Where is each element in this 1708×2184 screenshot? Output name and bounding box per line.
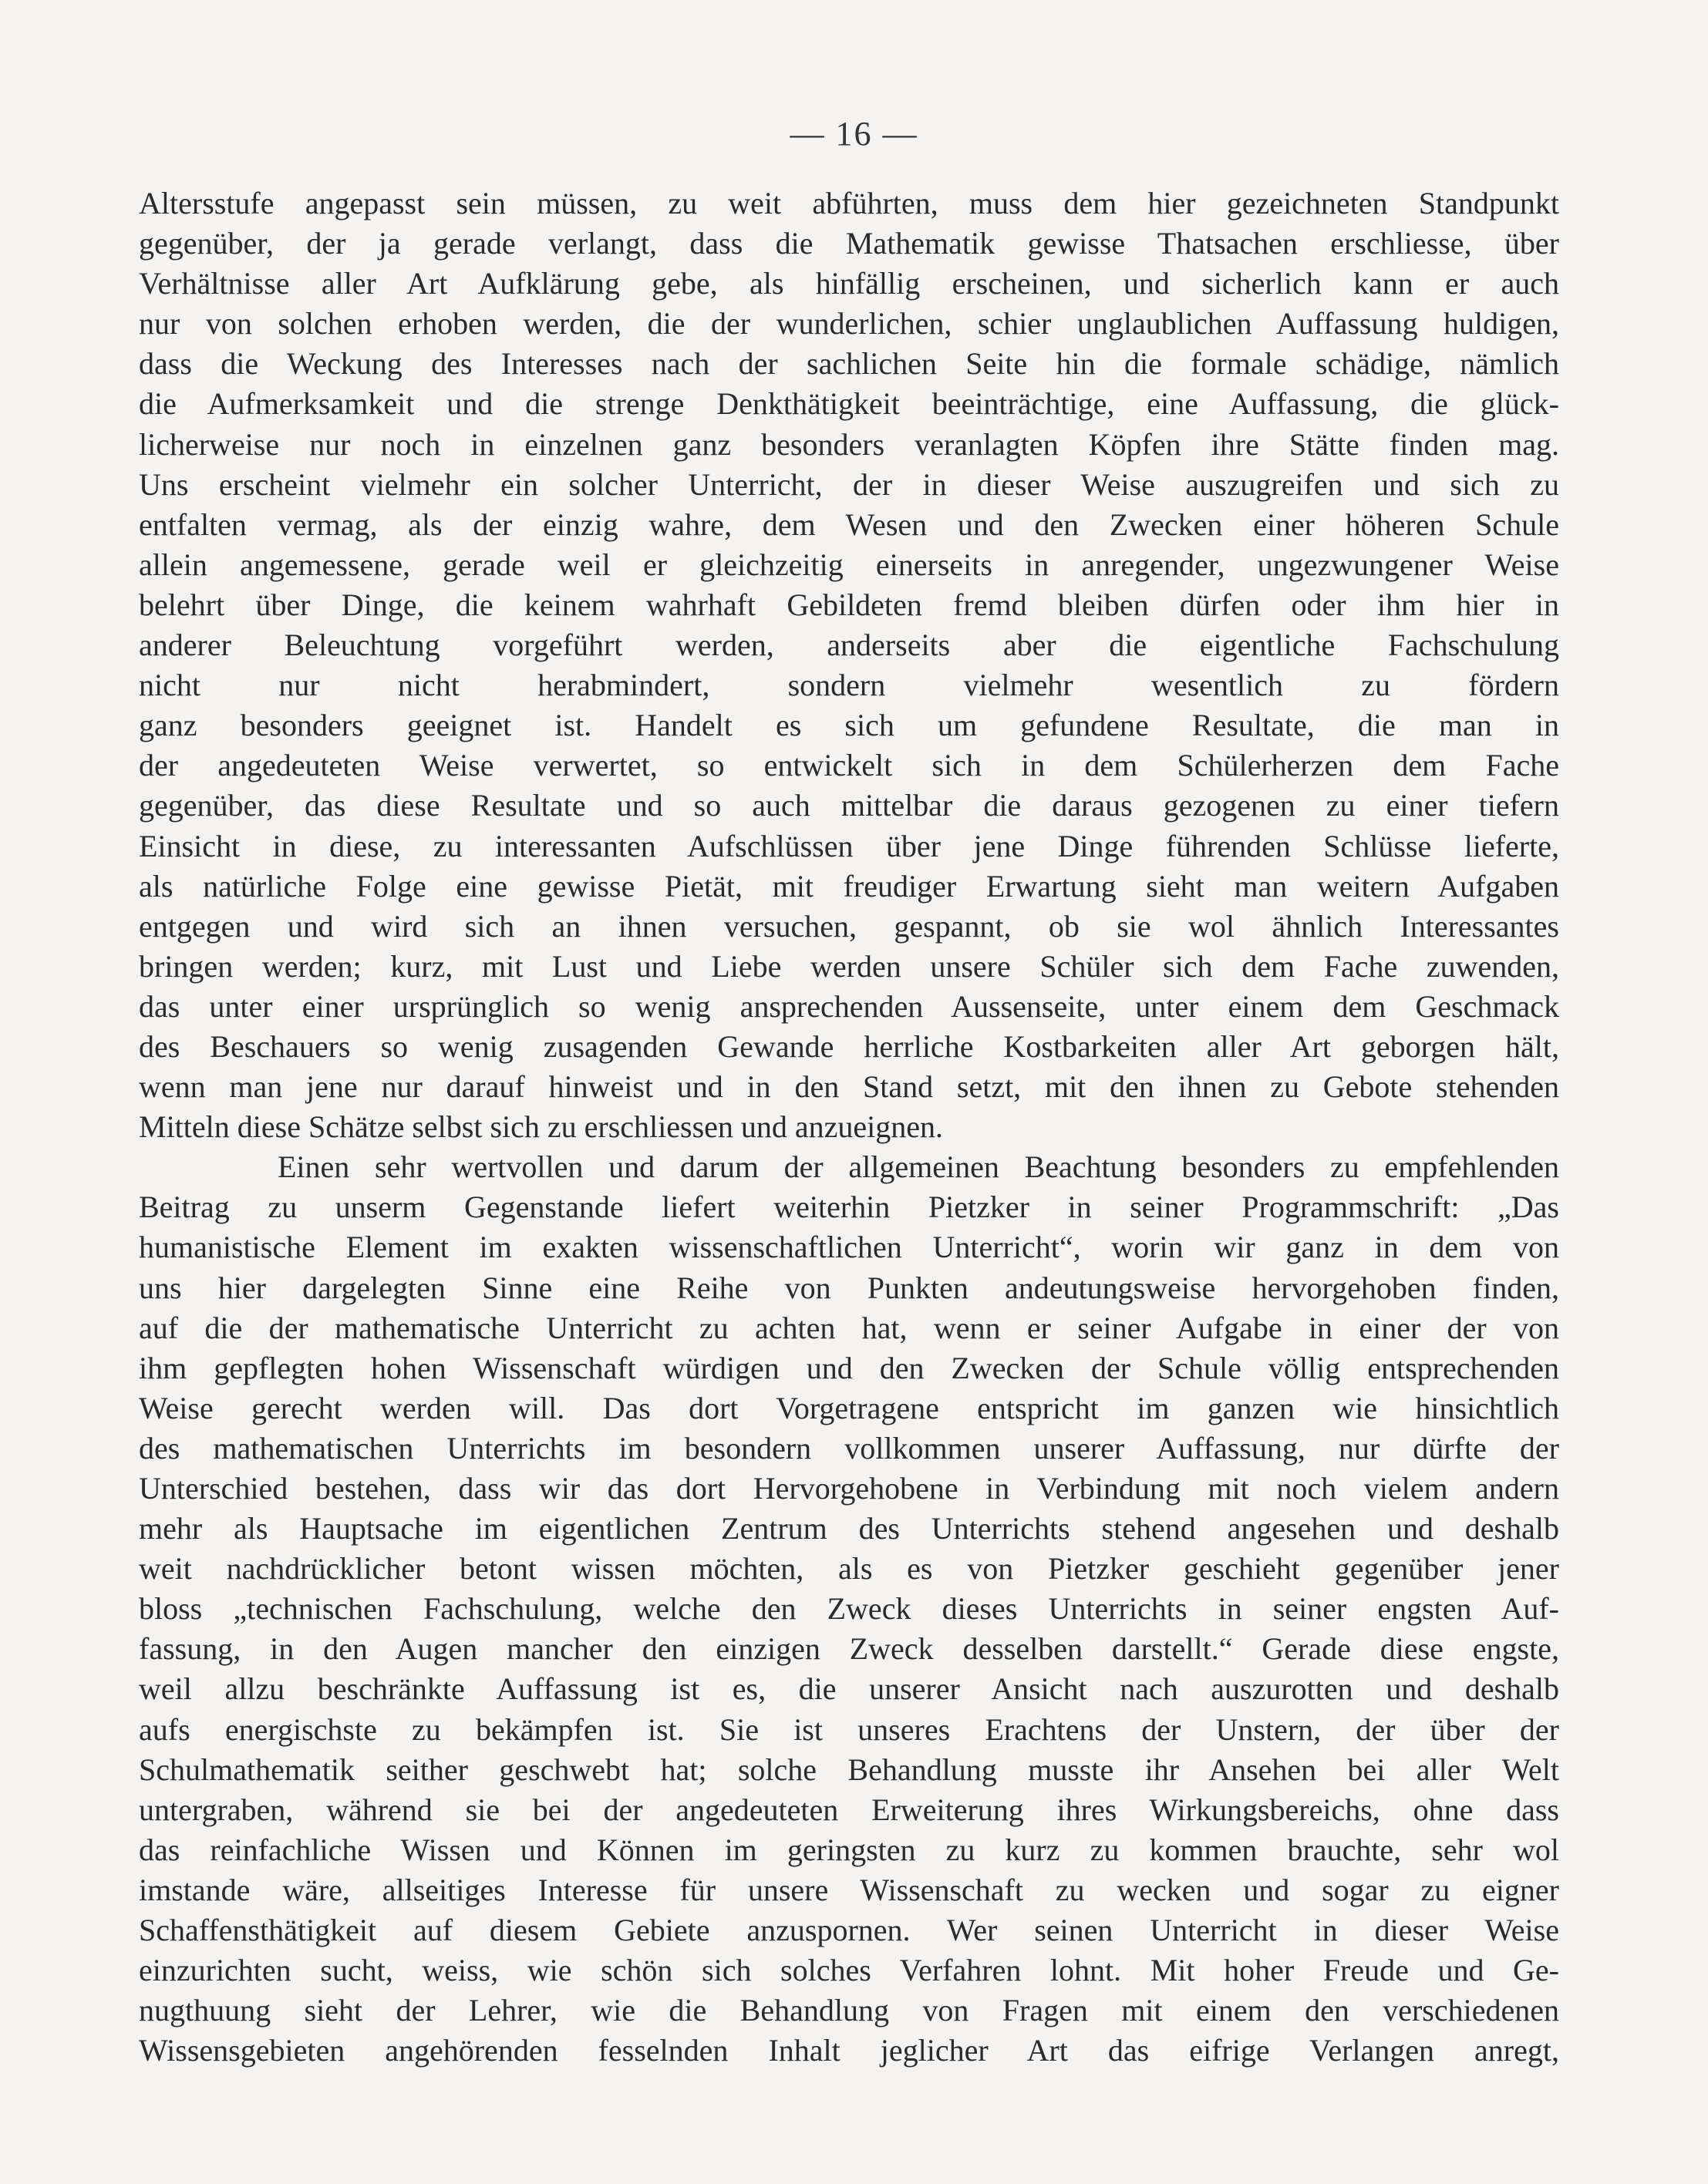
text-line: Unterschied bestehen, dass wir das dort Hervorgehobene in Verbindung mit noch vielem andern (139, 1471, 1559, 1506)
text-line: Schaffensthätigkeit auf diesem Gebiete anzuspornen. Wer seinen Unterricht in dieser Weise (139, 1913, 1559, 1948)
text-line: nicht nur nicht herabmindert, sondern vielmehr wesentlich zu fördern (139, 668, 1559, 703)
text-line: Einsicht in diese, zu interessanten Aufschlüssen über jene Dinge führenden Schlüsse lieferte, (139, 828, 1559, 863)
text-line: wenn man jene nur darauf hinweist und in den Stand setzt, mit den ihnen zu Gebote stehenden (139, 1069, 1559, 1105)
text-line: als natürliche Folge eine gewisse Pietät, mit freudiger Erwartung sieht man weitern Aufgaben (139, 868, 1559, 904)
page-number: — 16 — (790, 115, 918, 153)
text-line: anderer Beleuchtung vorgeführt werden, anderseits aber die eigentliche Fachschulung (139, 628, 1559, 663)
text-line: das reinfachliche Wissen und Können im geringsten zu kurz zu kommen brauchte, sehr wol (139, 1832, 1559, 1867)
text-line: Schulmathematik seither geschwebt hat; solche Behandlung musste ihr Ansehen bei aller Welt (139, 1752, 1559, 1787)
text-line: Einen sehr wertvollen und darum der allgemeinen Beachtung besonders zu empfehlenden (278, 1149, 1559, 1185)
text-line: imstande wäre, allseitiges Interesse für unsere Wissenschaft zu wecken und sogar zu eigner (139, 1872, 1559, 1907)
text-line: gegenüber, das diese Resultate und so auch mittelbar die daraus gezogenen zu einer tiefern (139, 788, 1559, 823)
body-text (139, 183, 1559, 2071)
text-line: weit nachdrücklicher betont wissen möchten, als es von Pietzker geschieht gegenüber jener (139, 1551, 1559, 1587)
text-line: ihm gepflegten hohen Wissenschaft würdigen und den Zwecken der Schule völlig entsprechenden (139, 1350, 1559, 1385)
text-line: uns hier dargelegten Sinne eine Reihe von Punkten andeutungsweise hervorgehoben finden, (139, 1270, 1559, 1305)
text-line: allein angemessene, gerade weil er gleichzeitig einerseits in anregender, ungezwungener Weise (139, 547, 1559, 582)
text-line: der angedeuteten Weise verwertet, so entwickelt sich in dem Schülerherzen dem Fache (139, 748, 1559, 783)
text-line: einzurichten sucht, weiss, wie schön sich solches Verfahren lohnt. Mit hoher Freude und Ge- (139, 1953, 1559, 1988)
text-line: nur von solchen erhoben werden, die der wunderlichen, schier unglaublichen Auffassung huldigen, (139, 306, 1559, 342)
text-line: belehrt über Dinge, die keinem wahrhaft Gebildeten fremd bleiben dürfen oder ihm hier in (139, 587, 1559, 622)
text-line: weil allzu beschränkte Auffassung ist es, die unserer Ansicht nach auszurotten und deshalb (139, 1671, 1559, 1707)
text-line: Wissensgebieten angehörenden fesselnden Inhalt jeglicher Art das eifrige Verlangen anregt, (139, 2033, 1559, 2068)
text-line: gegenüber, der ja gerade verlangt, dass die Mathematik gewisse Thatsachen erschliesse, über (139, 226, 1559, 261)
text-line: bringen werden; kurz, mit Lust und Liebe werden unsere Schüler sich dem Fache zuwenden, (139, 948, 1559, 984)
text-line: aufs energischste zu bekämpfen ist. Sie ist unseres Erachtens der Unstern, der über der (139, 1711, 1559, 1747)
text-line: humanistische Element im exakten wissenschaftlichen Unterricht“, worin wir ganz in dem von (139, 1230, 1559, 1265)
text-line: fassung, in den Augen mancher den einzigen Zweck desselben darstellt.“ Gerade diese engste, (139, 1631, 1559, 1667)
text-line: Mitteln diese Schätze selbst sich zu erschliessen und anzueignen. (139, 1109, 944, 1145)
text-line: Uns erscheint vielmehr ein solcher Unterricht, der in dieser Weise auszugreifen und sich zu (139, 466, 1559, 502)
text-line: licherweise nur noch in einzelnen ganz besonders veranlagten Köpfen ihre Stätte finden mag. (139, 426, 1559, 462)
text-line: auf die der mathematische Unterricht zu achten hat, wenn er seiner Aufgabe in einer der von (139, 1310, 1559, 1345)
text-line: Beitrag zu unserm Gegenstande liefert weiterhin Pietzker in seiner Programmschrift: „Das (139, 1190, 1559, 1225)
text-line: Altersstufe angepasst sein müssen, zu weit abführten, muss dem hier gezeichneten Standpunkt (139, 186, 1559, 220)
text-line: Weise gerecht werden will. Das dort Vorgetragene entspricht im ganzen wie hinsichtlich (139, 1390, 1559, 1425)
text-line: nugthuung sieht der Lehrer, wie die Behandlung von Fragen mit einem den verschiedenen (139, 1993, 1559, 2028)
text-line: mehr als Hauptsache im eigentlichen Zentrum des Unterrichts stehend angesehen und deshalb (139, 1511, 1559, 1546)
text-line: des mathematischen Unterrichts im besondern vollkommen unserer Auffassung, nur dürfte der (139, 1430, 1559, 1466)
text-line: untergraben, während sie bei der angedeuteten Erweiterung ihres Wirkungsbereichs, ohne dass (139, 1792, 1559, 1827)
text-line: die Aufmerksamkeit und die strenge Denkthätigkeit beeinträchtige, eine Auffassung, die glück- (139, 386, 1559, 422)
text-line: Verhältnisse aller Art Aufklärung gebe, als hinfällig erscheinen, und sicherlich kann er auch (139, 266, 1559, 301)
text-line: dass die Weckung des Interesses nach der sachlichen Seite hin die formale schädige, nämlich (139, 346, 1559, 382)
text-line: das unter einer ursprünglich so wenig ansprechenden Aussenseite, unter einem dem Geschmack (139, 988, 1559, 1024)
text-line: bloss „technischen Fachschulung, welche den Zweck dieses Unterrichts in seiner engsten Auf- (139, 1591, 1559, 1627)
text-line: des Beschauers so wenig zusagenden Gewande herrliche Kostbarkeiten aller Art geborgen hält, (139, 1028, 1559, 1064)
text-line: entgegen und wird sich an ihnen versuchen, gespannt, ob sie wol ähnlich Interessantes (139, 908, 1559, 944)
text-line: entfalten vermag, als der einzig wahre, dem Wesen und den Zwecken einer höheren Schule (139, 506, 1559, 542)
text-line: ganz besonders geeignet ist. Handelt es sich um gefundene Resultate, die man in (139, 708, 1559, 743)
